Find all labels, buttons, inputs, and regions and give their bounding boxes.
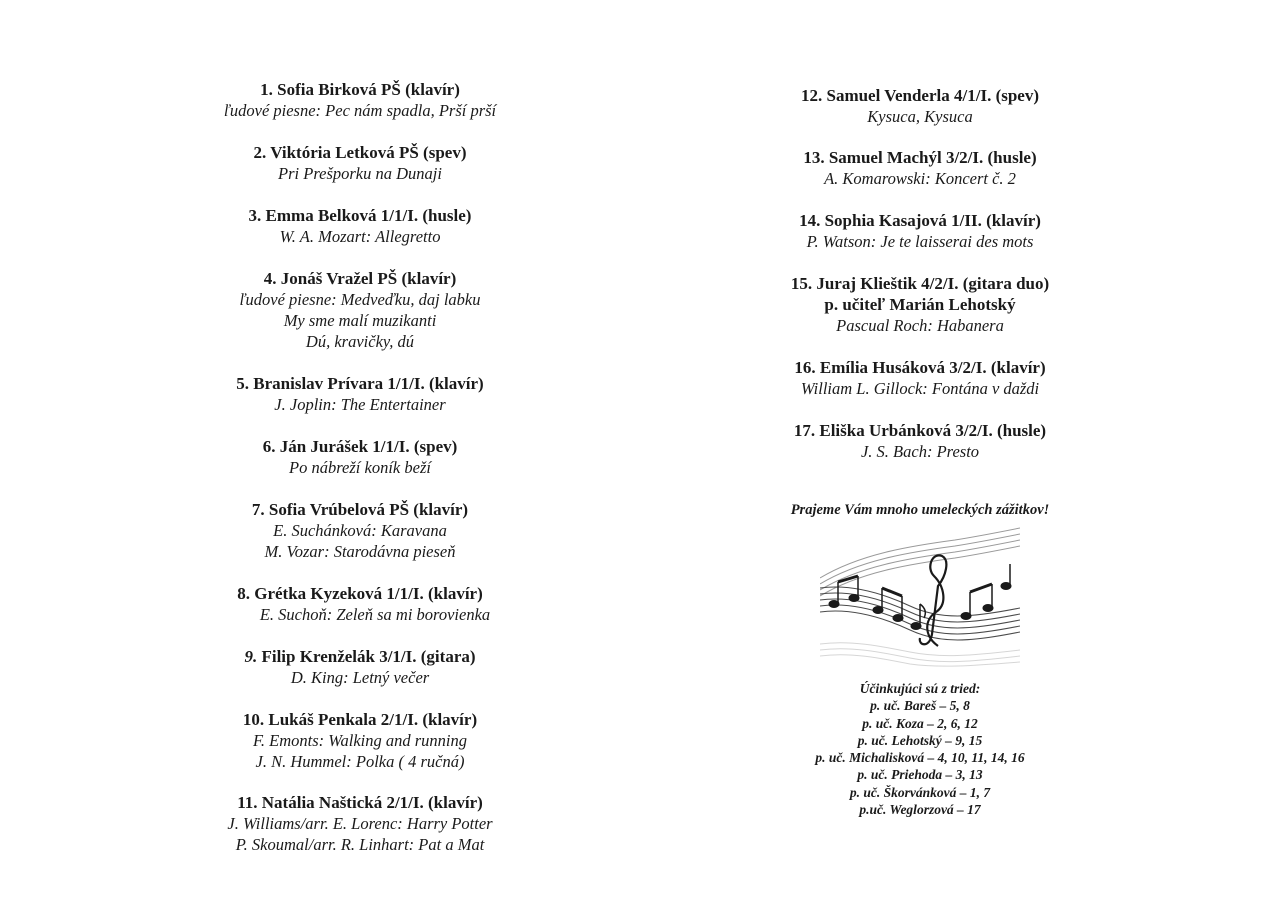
piece-line: Po nábreží koník beží xyxy=(289,458,431,477)
performer-line: 17. Eliška Urbánková 3/2/I. (husle) xyxy=(793,421,1047,440)
class-line: p. uč. Lehotský – 9, 15 xyxy=(857,732,983,748)
class-line: p. uč. Škorvánková – 1, 7 xyxy=(849,784,991,800)
program-item xyxy=(160,709,560,772)
performer-line: 5. Branislav Prívara 1/1/I. (klavír) xyxy=(236,374,484,393)
piece-line: ľudové piesne: Medveďku, daj labku xyxy=(239,290,481,309)
piece-line: D. King: Letný večer xyxy=(290,668,430,687)
piece-line: E. Suchoň: Zeleň sa mi borovienka xyxy=(259,605,491,624)
classes-list xyxy=(720,680,1120,818)
piece-line: ľudové piesne: Pec nám spadla, Prší prší xyxy=(223,101,497,120)
piece-line: E. Suchánková: Karavana xyxy=(273,521,447,540)
piece-line: J. N. Hummel: Polka ( 4 ručná) xyxy=(255,752,465,771)
piece-line: F. Emonts: Walking and running xyxy=(252,731,468,750)
performer-line: 8. Grétka Kyzeková 1/1/I. (klavír) xyxy=(237,584,483,603)
program-item xyxy=(720,210,1120,252)
piece-line: Pri Prešporku na Dunaji xyxy=(278,164,442,183)
piece-line: J. Joplin: The Entertainer xyxy=(274,395,446,414)
class-line: p. uč. Koza – 2, 6, 12 xyxy=(862,715,978,731)
performer-line: 16. Emília Husáková 3/2/I. (klavír) xyxy=(794,358,1046,377)
performer-line: 11. Natália Naštická 2/1/I. (klavír) xyxy=(237,793,483,812)
program-item xyxy=(720,273,1120,336)
piece-line: Kysuca, Kysuca xyxy=(867,107,973,126)
performer-line: 13. Samuel Machýl 3/2/I. (husle) xyxy=(803,148,1037,167)
performer-line: 14. Sophia Kasajová 1/II. (klavír) xyxy=(799,211,1041,230)
teacher-line: p. učiteľ Marián Lehotský xyxy=(824,295,1016,314)
class-line: p. uč. Priehoda – 3, 13 xyxy=(857,767,983,783)
performer-line: 4. Jonáš Vražel PŠ (klavír) xyxy=(263,269,457,288)
piece-line: J. S. Bach: Presto xyxy=(860,442,980,461)
piece-line: Pascual Roch: Habanera xyxy=(836,316,1004,335)
performer-line: 10. Lukáš Penkala 2/1/I. (klavír) xyxy=(242,710,478,729)
program-item xyxy=(160,268,560,352)
piece-line: Dú, kravičky, dú xyxy=(305,332,415,351)
program-item xyxy=(160,646,560,688)
piece-line: P. Skoumal/arr. R. Linhart: Pat a Mat xyxy=(235,835,485,854)
program-item xyxy=(160,373,560,415)
program-item xyxy=(160,79,560,121)
class-line: p. uč. Bareš – 5, 8 xyxy=(870,698,970,714)
program-item xyxy=(160,142,560,184)
closing-wish: Prajeme Vám mnoho umeleckých zážitkov! xyxy=(790,502,1050,518)
program-item xyxy=(160,792,560,855)
performer-line: 9. Filip Krenželák 3/1/I. (gitara) xyxy=(244,647,476,666)
program-item xyxy=(720,357,1120,399)
performer-line: 7. Sofia Vrúbelová PŠ (klavír) xyxy=(251,500,469,519)
performer-line: 1. Sofia Birková PŠ (klavír) xyxy=(260,80,460,99)
program-item xyxy=(160,499,560,562)
performer-line: 6. Ján Jurášek 1/1/I. (spev) xyxy=(262,437,458,456)
performer-line: 15. Juraj Klieštik 4/2/I. (gitara duo) xyxy=(790,274,1050,293)
class-line: p.uč. Weglorzová – 17 xyxy=(859,802,981,818)
piece-line: My sme malí muzikanti xyxy=(283,311,437,330)
performer-line: 2. Viktória Letková PŠ (spev) xyxy=(253,143,467,162)
closing-section xyxy=(720,500,1120,818)
piece-line: P. Watson: Je te laisserai des mots xyxy=(806,232,1034,251)
program-item xyxy=(720,420,1120,462)
music-notes-image xyxy=(820,526,1020,668)
piece-line: M. Vozar: Starodávna pieseň xyxy=(264,542,456,561)
program-item xyxy=(720,85,1120,127)
program-item xyxy=(160,436,560,478)
class-line: p. uč. Michalisková – 4, 10, 11, 14, 16 xyxy=(815,750,1025,766)
performer-line: 3. Emma Belková 1/1/I. (husle) xyxy=(248,206,472,225)
piece-line: J. Williams/arr. E. Lorenc: Harry Potter xyxy=(227,814,493,833)
piece-line: A. Komarowski: Koncert č. 2 xyxy=(824,169,1016,188)
classes-title: Účinkujúci sú z tried: xyxy=(859,681,981,696)
piece-line: W. A. Mozart: Allegretto xyxy=(279,227,441,246)
piece-line: William L. Gillock: Fontána v daždi xyxy=(800,379,1040,398)
program-item xyxy=(720,147,1120,189)
program-item xyxy=(160,583,560,625)
program-item xyxy=(160,205,560,247)
performer-line: 12. Samuel Venderla 4/1/I. (spev) xyxy=(800,86,1040,105)
